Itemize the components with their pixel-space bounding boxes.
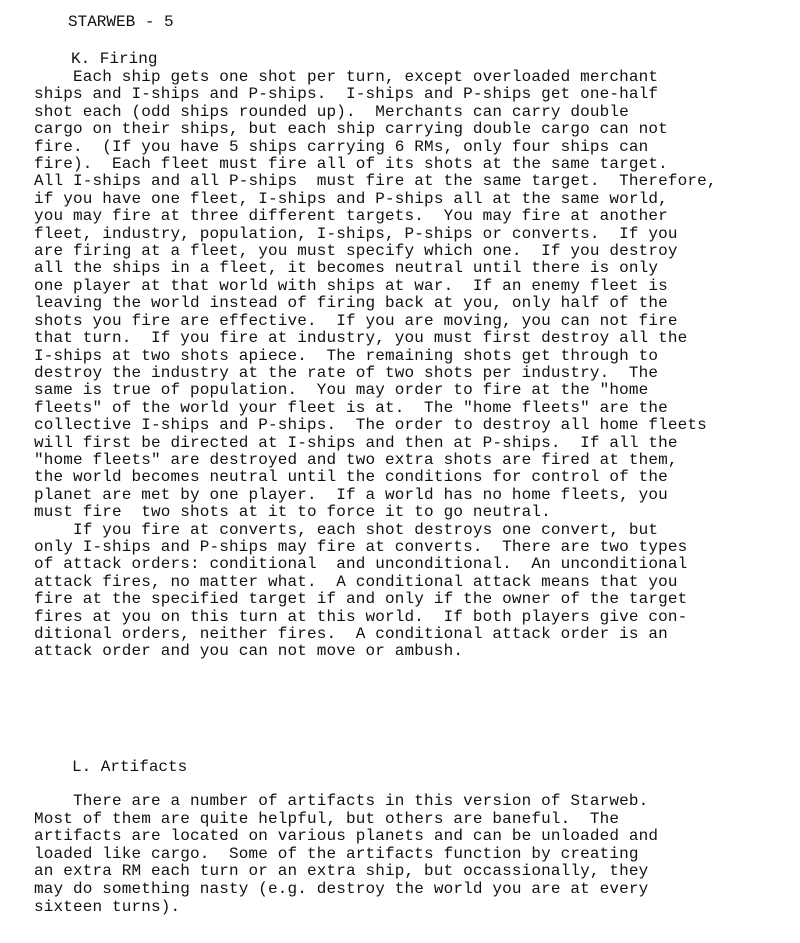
body-line: destroy the industry at the rate of two shots per industry. The — [34, 363, 659, 382]
body-line: the world becomes neutral until the conditions for control of the — [34, 468, 668, 487]
body-line: fires at you on this turn at this world. If both players give con- — [34, 607, 688, 626]
page-header: STARWEB - 5 — [68, 13, 174, 31]
section-k-title: K. Firing — [71, 50, 158, 68]
section-l-title: L. Artifacts — [72, 758, 188, 776]
body-line: may do something nasty (e.g. destroy the world you are at every — [34, 879, 649, 898]
section-l-body — [34, 793, 658, 916]
body-line: "home fleets" are destroyed and two extra shots are fired at them, — [34, 450, 678, 469]
body-line: ditional orders, neither fires. A conditional attack order is an — [34, 625, 668, 643]
body-line: shot each (odd ships rounded up). Merchants can carry double — [34, 102, 629, 121]
body-line: leaving the world instead of firing back at you, only half of the — [34, 294, 668, 313]
body-line: loaded like cargo. Some of the artifacts function by creating — [34, 844, 639, 863]
body-line: of attack orders: conditional and unconditional. An unconditional — [34, 555, 688, 574]
body-line: all the ships in a fleet, it becomes neutral until there is only — [34, 259, 659, 278]
body-line: fleet, industry, population, I-ships, P-ships or converts. If you — [34, 224, 678, 243]
body-line: Most of them are quite helpful, but others are baneful. The — [34, 809, 620, 828]
body-line: fire. (If you have 5 ships carrying 6 RMs, only four ships can — [34, 137, 649, 156]
body-line: same is true of population. You may order to fire at the "home — [34, 381, 649, 400]
body-line: one player at that world with ships at war. If an enemy fleet is — [34, 276, 668, 295]
body-line: All I-ships and all P-ships must fire at the same target. Therefore, — [34, 172, 717, 191]
body-line: must fire two shots at it to force it to go neutral. — [34, 503, 551, 522]
body-line: artifacts are located on various planets and can be unloaded and — [34, 827, 659, 846]
body-line: cargo on their ships, but each ship carrying double cargo can not — [34, 120, 668, 139]
body-line: planet are met by one player. If a world has no home fleets, you — [34, 485, 668, 504]
body-line: if you have one fleet, I-ships and P-ships all at the same world, — [34, 189, 668, 208]
body-line: There are a number of artifacts in this version of Starweb. — [34, 792, 649, 810]
body-line: you may fire at three different targets. You may fire at another — [34, 207, 668, 226]
body-line: fire at the specified target if and only if the owner of the target — [34, 590, 688, 609]
body-line: Each ship gets one shot per turn, except overloaded merchant — [34, 68, 659, 86]
body-line: that turn. If you fire at industry, you must first destroy all the — [34, 329, 688, 348]
body-line: shots you fire are effective. If you are moving, you can not fire — [34, 311, 678, 330]
body-line: are firing at a fleet, you must specify which one. If you destroy — [34, 242, 678, 261]
body-line: sixteen turns). — [34, 897, 181, 916]
body-line: fleets" of the world your fleet is at. The "home fleets" are the — [34, 398, 668, 417]
body-line: will first be directed at I-ships and then at P-ships. If all the — [34, 433, 678, 452]
body-line: fire). Each fleet must fire all of its shots at the same target. — [34, 155, 668, 174]
body-line: only I-ships and P-ships may fire at converts. There are two types — [34, 537, 688, 556]
body-line: attack fires, no matter what. A conditional attack means that you — [34, 572, 678, 591]
body-line: If you fire at converts, each shot destroys one convert, but — [34, 520, 659, 539]
body-line: collective I-ships and P-ships. The order to destroy all home fleets — [34, 416, 707, 435]
body-line: an extra RM each turn or an extra ship, but occassionally, they — [34, 862, 649, 881]
body-line: I-ships at two shots apiece. The remaining shots get through to — [34, 346, 659, 365]
body-line: attack order and you can not move or ambush. — [34, 642, 464, 661]
section-k-body — [34, 69, 717, 661]
body-line: ships and I-ships and P-ships. I-ships and P-ships get one-half — [34, 85, 659, 104]
